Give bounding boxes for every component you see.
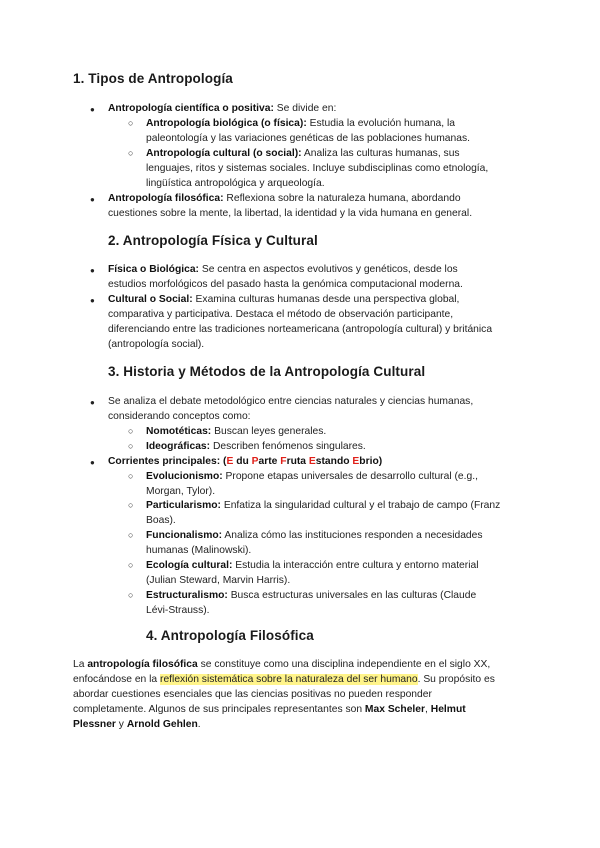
item-label: Antropología científica o positiva: xyxy=(108,103,274,114)
item-label: Nomotéticas: xyxy=(146,426,212,437)
section-2-title: 2. Antropología Física y Cultural xyxy=(108,233,318,248)
item-label: Estructuralismo: xyxy=(146,590,228,601)
bullet-circle: ○ xyxy=(128,471,134,481)
paragraph-line xyxy=(73,702,466,717)
paragraph-text: , xyxy=(425,704,431,715)
list-item xyxy=(108,191,461,206)
section-3-title: 3. Historia y Métodos de la Antropología Cultural xyxy=(108,364,426,379)
bullet-dot: ● xyxy=(90,195,95,204)
paragraph-text: . xyxy=(197,719,201,730)
section-4-title: 4. Antropología Filosófica xyxy=(146,628,314,643)
mnemonic-text: brio) xyxy=(359,456,383,467)
item-label: Antropología cultural (o social): xyxy=(146,148,302,159)
bullet-dot: ● xyxy=(90,458,95,467)
mnemonic-text: ruta xyxy=(286,456,309,467)
item-label: Corrientes principales: xyxy=(108,456,221,467)
list-item xyxy=(146,469,478,484)
list-item xyxy=(108,292,459,307)
list-item xyxy=(108,454,382,469)
item-label: Antropología filosófica: xyxy=(108,193,224,204)
bullet-circle: ○ xyxy=(128,118,134,128)
paragraph-bold: Arnold Gehlen xyxy=(126,719,198,730)
mnemonic-letter: E xyxy=(352,456,360,467)
list-item-cont: considerando conceptos como: xyxy=(108,411,251,422)
paragraph-bold: Helmut xyxy=(430,704,466,715)
bullet-circle: ○ xyxy=(128,530,134,540)
item-text: Enfatiza la singularidad cultural y el trabajo de campo (Franz xyxy=(220,500,501,511)
bullet-dot: ● xyxy=(90,398,95,407)
list-item xyxy=(146,424,326,439)
mnemonic-text: arte xyxy=(258,456,281,467)
paragraph-bold: antropología filosófica xyxy=(87,659,198,670)
item-text: Examina culturas humanas desde una perspectiva global, xyxy=(192,294,460,305)
item-text: Se divide en: xyxy=(273,103,337,114)
list-item-cont: lingüística antropológica y arqueología. xyxy=(146,178,325,189)
item-label: Ecología cultural: xyxy=(146,560,233,571)
paragraph-line: abordar cuestiones esenciales que las ciencias positivas no pueden responder xyxy=(73,689,432,700)
list-item xyxy=(146,528,483,543)
item-text: Estudia la evolución humana, la xyxy=(306,118,456,129)
item-label: Cultural o Social: xyxy=(108,294,193,305)
list-item-cont: (antropología social). xyxy=(108,339,205,350)
paragraph-text: se constituye como una disciplina independiente en el siglo XX, xyxy=(197,659,491,670)
list-item xyxy=(146,146,460,161)
paragraph-text: enfocándose en la xyxy=(73,674,161,685)
list-item-cont: Lévi-Strauss). xyxy=(146,605,210,616)
item-label: Funcionalismo: xyxy=(146,530,223,541)
list-item-cont: humanas (Malinowski). xyxy=(146,545,252,556)
list-item xyxy=(146,498,500,513)
mnemonic-text: ( xyxy=(220,456,227,467)
list-item xyxy=(108,101,336,116)
mnemonic-letter: F xyxy=(280,456,287,467)
paragraph-text: . Su propósito es xyxy=(417,674,495,685)
list-item-cont: estudios morfológicos del pasado hasta la genómica computacional moderna. xyxy=(108,279,463,290)
bullet-circle: ○ xyxy=(128,560,134,570)
paragraph-line xyxy=(73,717,201,732)
mnemonic-text: du xyxy=(233,456,252,467)
paragraph-text: completamente. Algunos de sus principales representantes son xyxy=(73,704,365,715)
bullet-dot: ● xyxy=(90,105,95,114)
item-label: Física o Biológica: xyxy=(108,264,199,275)
list-item-cont: Boas). xyxy=(146,515,176,526)
mnemonic-text: stando xyxy=(315,456,353,467)
bullet-circle: ○ xyxy=(128,441,134,451)
item-label: Evolucionismo: xyxy=(146,471,223,482)
item-text: Analiza las culturas humanas, sus xyxy=(301,148,460,159)
list-item xyxy=(146,439,366,454)
bullet-circle: ○ xyxy=(128,500,134,510)
item-text: Analiza cómo las instituciones responden a necesidades xyxy=(222,530,483,541)
paragraph-text: La xyxy=(73,659,88,670)
paragraph-bold: Plessner xyxy=(73,719,116,730)
item-text: Reflexiona sobre la naturaleza humana, abordando xyxy=(223,193,461,204)
list-item xyxy=(108,262,458,277)
list-item xyxy=(146,116,455,131)
item-label: Antropología biológica (o física): xyxy=(146,118,307,129)
bullet-circle: ○ xyxy=(128,148,134,158)
list-item xyxy=(146,588,476,603)
list-item-cont: paleontología y las variaciones genéticas de las poblaciones humanas. xyxy=(146,133,470,144)
highlighted-text: reflexión sistemática sobre la naturaleza del ser humano xyxy=(160,674,418,685)
item-text: Estudia la interacción entre cultura y entorno material xyxy=(232,560,479,571)
bullet-dot: ● xyxy=(90,296,95,305)
item-text: Buscan leyes generales. xyxy=(211,426,327,437)
section-1-title: 1. Tipos de Antropología xyxy=(73,71,233,86)
paragraph-line xyxy=(73,657,490,672)
list-item-cont: lenguajes, ritos y sistemas sociales. Incluye subdisciplinas como etnología, xyxy=(146,163,489,174)
item-text: Busca estructuras universales en las culturas (Claude xyxy=(227,590,477,601)
list-item-cont: cuestiones sobre la mente, la libertad, la identidad y la vida humana en general. xyxy=(108,208,473,219)
list-item-cont: (Julian Steward, Marvin Harris). xyxy=(146,575,291,586)
list-item-cont: Morgan, Tylor). xyxy=(146,486,216,497)
bullet-circle: ○ xyxy=(128,590,134,600)
item-text: Describen fenómenos singulares. xyxy=(210,441,366,452)
mnemonic-letter: E xyxy=(226,456,234,467)
mnemonic-letter: P xyxy=(251,456,259,467)
paragraph-line xyxy=(73,672,495,687)
item-label: Particularismo: xyxy=(146,500,221,511)
paragraph-bold: Max Scheler xyxy=(364,704,426,715)
bullet-dot: ● xyxy=(90,266,95,275)
list-item-cont: comparativa y participativa. Destaca el método de observación participante, xyxy=(108,309,454,320)
paragraph-text: y xyxy=(115,719,127,730)
item-text: Propone etapas universales de desarrollo cultural (e.g., xyxy=(222,471,478,482)
bullet-circle: ○ xyxy=(128,426,134,436)
list-item-cont: diferenciando entre las tradiciones norteamericana (antropología cultural) y británica xyxy=(108,324,493,335)
item-text: Se centra en aspectos evolutivos y genéticos, desde los xyxy=(198,264,458,275)
list-item xyxy=(146,558,479,573)
list-item: Se analiza el debate metodológico entre ciencias naturales y ciencias humanas, xyxy=(108,396,474,407)
item-label: Ideográficas: xyxy=(146,441,211,452)
mnemonic-letter: E xyxy=(308,456,316,467)
